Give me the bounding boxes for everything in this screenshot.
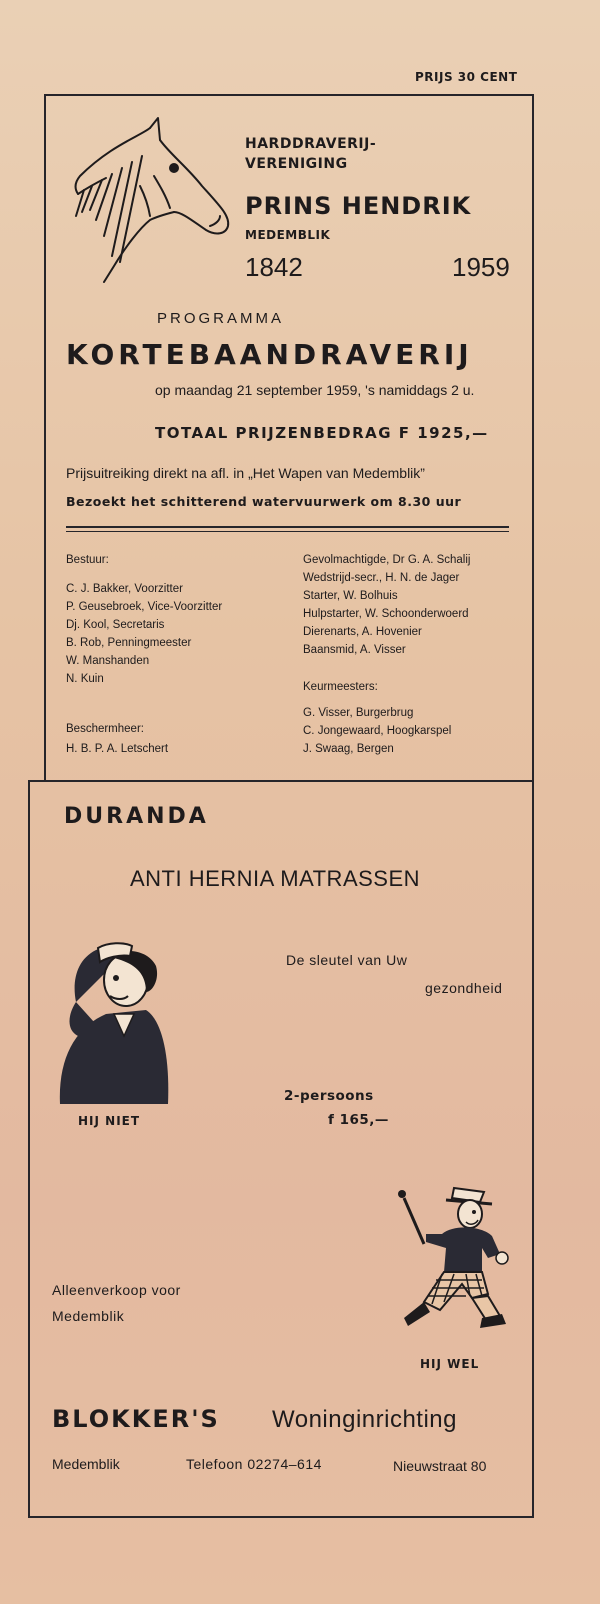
patron-heading: Beschermheer: — [66, 723, 144, 735]
mattress-price: f 165,— — [328, 1112, 389, 1128]
official: Starter, W. Bolhuis — [303, 590, 398, 602]
keurmeester: G. Visser, Burgerbrug — [303, 707, 414, 719]
keurmeesters-heading: Keurmeesters: — [303, 681, 378, 693]
bestuur-heading: Bestuur: — [66, 554, 109, 566]
keurmeester: C. Jongewaard, Hoogkarspel — [303, 725, 452, 737]
programma-label: PROGRAMMA — [157, 310, 285, 327]
bestuur-member: B. Rob, Penningmeester — [66, 637, 192, 649]
patron-name: H. B. P. A. Letschert — [66, 743, 169, 755]
keurmeester: J. Swaag, Bergen — [303, 743, 394, 755]
exclusive-line-2: Medemblik — [52, 1308, 125, 1324]
official: Hulpstarter, W. Schoonderwoerd — [303, 608, 469, 620]
store-phone: Telefoon 02274–614 — [186, 1456, 322, 1472]
horse-head-icon — [70, 116, 235, 286]
club-place: MEDEMBLIK — [245, 228, 331, 242]
store-type: Woninginrichting — [272, 1406, 457, 1433]
official: Baansmid, A. Visser — [303, 644, 406, 656]
official: Wedstrijd-secr., H. N. de Jager — [303, 572, 460, 584]
ceremony-note: Prijsuitreiking direkt na afl. in „Het Wapen van Medemblik” — [66, 465, 425, 481]
official: Dierenarts, A. Hovenier — [303, 626, 422, 638]
year-end: 1959 — [452, 252, 510, 282]
official: Gevolmachtigde, Dr G. A. Schalij — [303, 554, 471, 566]
hij-wel-label: HIJ WEL — [420, 1357, 480, 1371]
store-brand: BLOKKER'S — [52, 1405, 220, 1433]
ad-brand: DURANDA — [64, 804, 209, 829]
store-address: Nieuwstraat 80 — [393, 1458, 487, 1474]
store-city: Medemblik — [52, 1456, 120, 1472]
fireworks-note: Bezoekt het schitterend watervuurwerk om 8.30 uur — [66, 494, 462, 509]
club-name: PRINS HENDRIK — [245, 192, 472, 220]
bestuur-member: N. Kuin — [66, 673, 104, 685]
club-line-1: HARDDRAVERIJ- — [245, 136, 377, 152]
ad-product: ANTI HERNIA MATRASSEN — [130, 866, 421, 891]
bestuur-member: C. J. Bakker, Voorzitter — [66, 583, 183, 595]
slogan-line-1: De sleutel van Uw — [286, 952, 408, 968]
mattress-size: 2-persoons — [284, 1088, 374, 1104]
price-label: PRIJS 30 CENT — [415, 70, 518, 84]
hij-niet-label: HIJ NIET — [78, 1114, 141, 1128]
event-date: op maandag 21 september 1959, 's namiddags 2 u. — [155, 382, 475, 398]
bestuur-member: P. Geusebroek, Vice-Voorzitter — [66, 601, 223, 613]
happy-man-walking-illustration — [396, 1184, 516, 1340]
divider-rule — [66, 526, 509, 528]
event-title: KORTEBAANDRAVERIJ — [66, 338, 473, 371]
bestuur-member: Dj. Kool, Secretaris — [66, 619, 165, 631]
slogan-line-2: gezondheid — [425, 980, 503, 996]
man-scratching-head-illustration — [54, 936, 174, 1104]
exclusive-line-1: Alleenverkoop voor — [52, 1282, 181, 1298]
year-start: 1842 — [245, 252, 303, 282]
divider-rule-thin — [66, 531, 509, 532]
club-line-2: VERENIGING — [245, 156, 348, 172]
total-prize: TOTAAL PRIJZENBEDRAG F 1925,— — [155, 424, 489, 442]
bestuur-member: W. Manshanden — [66, 655, 150, 667]
